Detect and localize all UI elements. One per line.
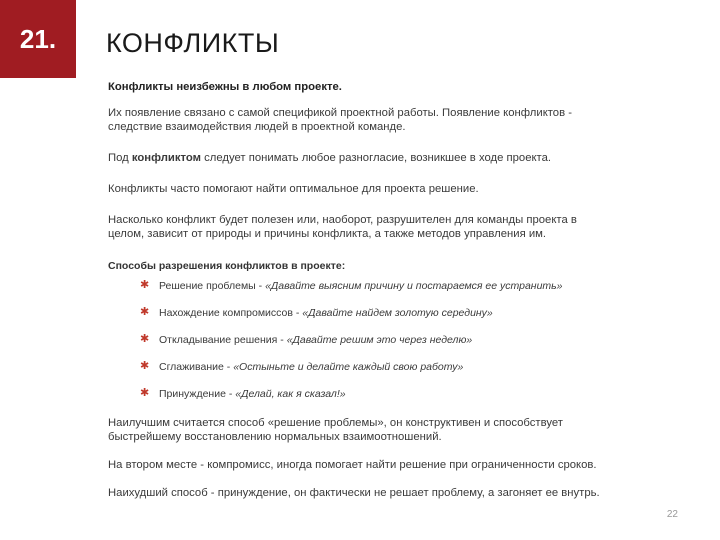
conclusion-paragraph-1: Наилучшим считается способ «решение проблемы», он конструктивен и способствует быстрейшему восстановлению нормальных взаимоотношений.: [108, 417, 563, 443]
list-item: ✱ Решение проблемы - «Давайте выясним причину и постараемся ее устранить»: [140, 279, 563, 292]
body-heading: Конфликты неизбежны в любом проекте.: [108, 81, 342, 93]
bullet-icon: ✱: [140, 333, 150, 345]
slide-title: КОНФЛИКТЫ: [106, 28, 280, 58]
body-paragraph-2: [108, 151, 608, 165]
page-number: 22: [666, 509, 678, 520]
method-quote: «Делай, как я сказал!»: [235, 388, 346, 400]
body-paragraph-3: Конфликты часто помогают найти оптимальное для проекта решение.: [108, 183, 479, 195]
body-paragraph-1: Их появление связано с самой спецификой проектной работы. Появление конфликтов - следствие взаимодействия людей в проектной команде.: [108, 107, 572, 133]
bullet-icon: ✱: [140, 279, 150, 291]
methods-list: [140, 279, 608, 414]
method-quote: «Давайте найдем золотую середину»: [302, 307, 493, 319]
method-quote: «Остыньте и делайте каждый свою работу»: [233, 361, 464, 373]
method-name: Откладывание решения: [159, 334, 278, 346]
slide-number: 21.: [19, 23, 57, 54]
list-item: ✱ Нахождение компромиссов - «Давайте найдем золотую середину»: [140, 306, 493, 319]
slide-number-badge: [0, 0, 76, 78]
conflict-term: конфликтом: [131, 152, 201, 164]
conclusion-paragraph-2: На втором месте - компромисс, иногда помогает найти решение при ограниченности сроков.: [108, 459, 597, 471]
bullet-icon: ✱: [140, 306, 150, 318]
list-item: ✱ Сглаживание - «Остыньте и делайте каждый свою работу»: [140, 360, 464, 373]
bullet-icon: ✱: [140, 360, 150, 372]
list-item: ✱ Откладывание решения - «Давайте решим это через неделю»: [140, 333, 473, 346]
bullet-icon: ✱: [140, 387, 150, 399]
conclusion-paragraph-3: Наихудший способ - принуждение, он фактически не решает проблему, а загоняет ее внутрь.: [108, 487, 600, 499]
method-name: Принуждение: [159, 388, 226, 400]
body-paragraph-4: Насколько конфликт будет полезен или, наоборот, разрушителен для команды проекта в целом, зависит от природы и причины конфликта, а также методов управления им.: [108, 214, 577, 240]
methods-title: Способы разрешения конфликтов в проекте:: [108, 260, 346, 272]
p2-prefix: Под: [108, 152, 132, 164]
conclusion: [108, 416, 608, 500]
method-name: Нахождение компромиссов: [159, 307, 293, 319]
list-item: ✱ Принуждение - «Делай, как я сказал!»: [140, 387, 346, 400]
document-body: [108, 80, 608, 500]
method-quote: «Давайте выясним причину и постараемся ее устранить»: [265, 280, 563, 292]
method-quote: «Давайте решим это через неделю»: [286, 334, 473, 346]
method-name: Решение проблемы: [159, 280, 256, 292]
p2-suffix: следует понимать любое разногласие, возникшее в ходе проекта.: [201, 152, 552, 164]
method-name: Сглаживание: [159, 361, 224, 373]
